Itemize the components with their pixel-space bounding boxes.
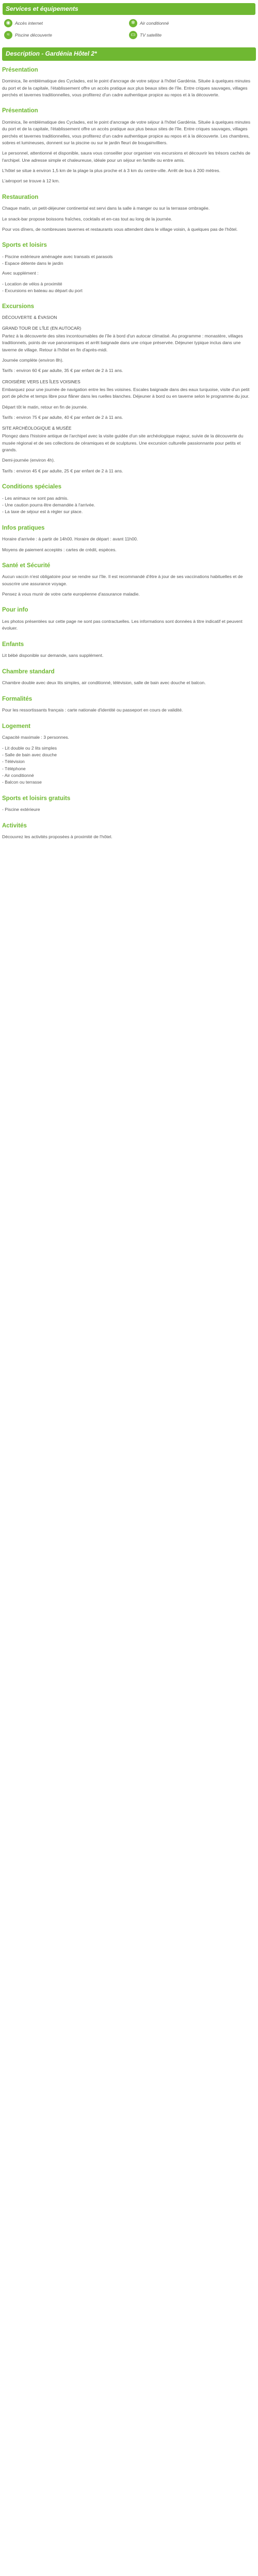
services-section [0,0,258,44]
paragraph: Partez à la découverte des sites incontournables de l'île à bord d'un autocar climatisé. Au programme : monastère, villages traditionnels, points de vue panoramiques et arrêt baignade dans une crique préservée. Déjeuner typique inclus dans une taverne de village. Retour à l'hôtel en fin d'après-midi. [2,333,243,352]
paragraph: Embarquez pour une journée de navigation entre les îles voisines. Escales baignade dans des eaux turquoise, visite d'un petit port de pêche et temps libre pour flâner dans les ruelles blanches. Déjeuner à bord ou en taverne selon le programme du jour. [2,386,250,399]
paragraph: Les photos présentées sur cette page ne sont pas contractuelles. Les informations sont données à titre indicatif et peuvent évoluer. [2,619,243,631]
pool-icon: ≈ [4,31,12,39]
paragraph: Pensez à vous munir de votre carte européenne d'assurance maladie. [2,591,140,597]
paragraph: L'hôtel se situe à environ 1,5 km de la plage la plus proche et à 3 km du centre-ville. Arrêt de bus à 200 mètres. [2,167,220,173]
paragraph: Dominica, île emblématique des Cyclades, est le point d'ancrage de votre séjour à l'hôtel Gardénia. Située à quelques minutes du port et de la capitale, l'établissement offre un accès pratique aux plus beaux sites de l'île. Entre criques sauvages, villages perchés et tavernes traditionnelles, vous profiterez d'un cadre authentique propice au repos et à la découverte. Les chambres, sobres et lumineuses, donnent sur la piscine ou sur le jardin fleuri de bougainvilliers. [2,120,250,145]
section-heading: Formalités [2,696,33,702]
paragraph: Capacité maximale : 3 personnes. [2,735,69,740]
tv-icon: ▭ [129,31,137,39]
list-item: - Air conditionné [2,772,34,778]
bullet-list [2,281,256,295]
list-item: - Balcon ou terrasse [2,779,42,785]
service-label: Air conditionné [140,21,169,26]
section-heading: Activités [2,822,27,829]
section-heading: Logement [2,723,30,730]
section-heading: Sports et loisirs gratuits [2,795,71,802]
paragraph: Départ tôt le matin, retour en fin de journée. [2,404,88,410]
section-heading: Chambre standard [2,668,55,675]
service-item [129,19,254,27]
paragraph: Chambre double avec deux lits simples, air conditionné, télévision, salle de bain avec douche et balcon. [2,680,206,686]
paragraph: Moyens de paiement acceptés : cartes de crédit, espèces. [2,547,117,552]
section-heading: Pour info [2,607,28,614]
list-item: - Espace détente dans le jardin [2,261,63,266]
section-heading: Sports et loisirs [2,242,47,249]
bullet-list [2,253,256,267]
list-item: - Piscine extérieure [2,807,40,812]
paragraph: Journée complète (environ 8h). [2,358,63,363]
excursion-title: SITE ARCHÉOLOGIQUE & MUSÉE [2,426,72,431]
category-label: DÉCOUVERTE & ÉVASION [2,315,57,320]
section-heading: Infos pratiques [2,524,45,531]
paragraph: Pour vos dîners, de nombreuses tavernes et restaurants vous attendent dans le village voisin, à quelques pas de l'hôtel. [2,226,238,232]
service-item [4,31,129,39]
excursion-title: CROISIÈRE VERS LES ÎLES VOISINES [2,379,80,384]
section-heading: Santé et Sécurité [2,562,51,569]
list-item: - Une caution pourra être demandée à l'arrivée. [2,502,95,507]
paragraph: Tarifs : environ 60 € par adulte, 35 € par enfant de 2 à 11 ans. [2,368,123,374]
section-heading: Restauration [2,194,39,200]
bullet-list [2,495,256,516]
services-grid [1,19,257,39]
list-item: - Télévision [2,759,25,765]
list-item: - Lit double ou 2 lits simples [2,745,57,751]
section-heading: Enfants [2,641,24,648]
service-label: Piscine découverte [15,32,52,38]
paragraph: Tarifs : environ 75 € par adulte, 40 € par enfant de 2 à 11 ans. [2,414,123,420]
wifi-icon: ◉ [4,19,12,27]
description-title: Description - Gardénia Hôtel 2* [2,47,256,60]
paragraph: Le personnel, attentionné et disponible, saura vous conseiller pour organiser vos excursions et découvrir les trésors cachés de l'archipel. Une adresse simple et chaleureuse, idéale pour un séjour en famille ou entre amis. [2,150,251,163]
list-item: - Location de vélos à proximité [2,281,62,286]
paragraph: Avec supplément : [2,270,39,276]
service-item [129,31,254,39]
paragraph: Dominica, île emblématique des Cyclades, est le point d'ancrage de votre séjour à l'hôtel Gardénia. Située à quelques minutes du port et de la capitale, l'établissement offre un accès pratique aux plus beaux sites de l'île. Entre criques sauvages, villages perchés et tavernes traditionnelles, vous profiterez d'un cadre authentique propice au repos et à la découverte. [2,78,250,98]
service-item [4,19,129,27]
list-item: - Téléphone [2,766,26,771]
section-heading: Présentation [2,66,38,73]
bullet-list [2,806,256,813]
description-content [0,66,258,841]
section-heading: Présentation [2,108,38,114]
paragraph: Lit bébé disponible sur demande, sans supplément. [2,653,104,658]
paragraph: Pour les ressortissants français : carte nationale d'identité ou passeport en cours de validité. [2,707,183,713]
list-item: - Les animaux ne sont pas admis. [2,495,69,501]
service-label: TV satellite [140,32,162,38]
paragraph: Plongez dans l'histoire antique de l'archipel avec la visite guidée d'un site archéologique majeur, suivie de la découverte du musée régional et de ses collections de céramiques et de sculptures. Une excursion culturelle passionnante pour petits et grands. [2,433,244,452]
snowflake-icon: ❄ [129,19,137,27]
section-heading: Excursions [2,303,34,310]
list-item: - La taxe de séjour est à régler sur place. [2,509,83,515]
bullet-list [2,745,256,786]
paragraph: Horaire d'arrivée : à partir de 14h00. Horaire de départ : avant 11h00. [2,536,138,542]
services-title: Services et équipements [3,3,255,15]
paragraph: L'aéroport se trouve à 12 km. [2,178,60,184]
list-item: - Salle de bain avec douche [2,752,57,757]
service-label: Accès internet [15,21,43,26]
paragraph: Chaque matin, un petit-déjeuner continental est servi dans la salle à manger ou sur la terrasse ombragée. [2,206,210,211]
paragraph: Tarifs : environ 45 € par adulte, 25 € par enfant de 2 à 11 ans. [2,468,123,473]
excursion-title: GRAND TOUR DE L'ÎLE (EN AUTOCAR) [2,325,82,331]
paragraph: Aucun vaccin n'est obligatoire pour se rendre sur l'île. Il est recommandé d'être à jour de ses vaccinations habituelles et de souscrire une assurance voyage. [2,574,243,586]
paragraph: Demi-journée (environ 4h). [2,457,55,463]
list-item: - Excursions en bateau au départ du port [2,288,83,294]
list-item: - Piscine extérieure aménagée avec transats et parasols [2,253,113,259]
paragraph: Le snack-bar propose boissons fraîches, cocktails et en-cas tout au long de la journée. [2,216,172,222]
section-heading: Conditions spéciales [2,483,62,490]
paragraph: Découvrez les activités proposées à proximité de l'hôtel. [2,834,112,840]
